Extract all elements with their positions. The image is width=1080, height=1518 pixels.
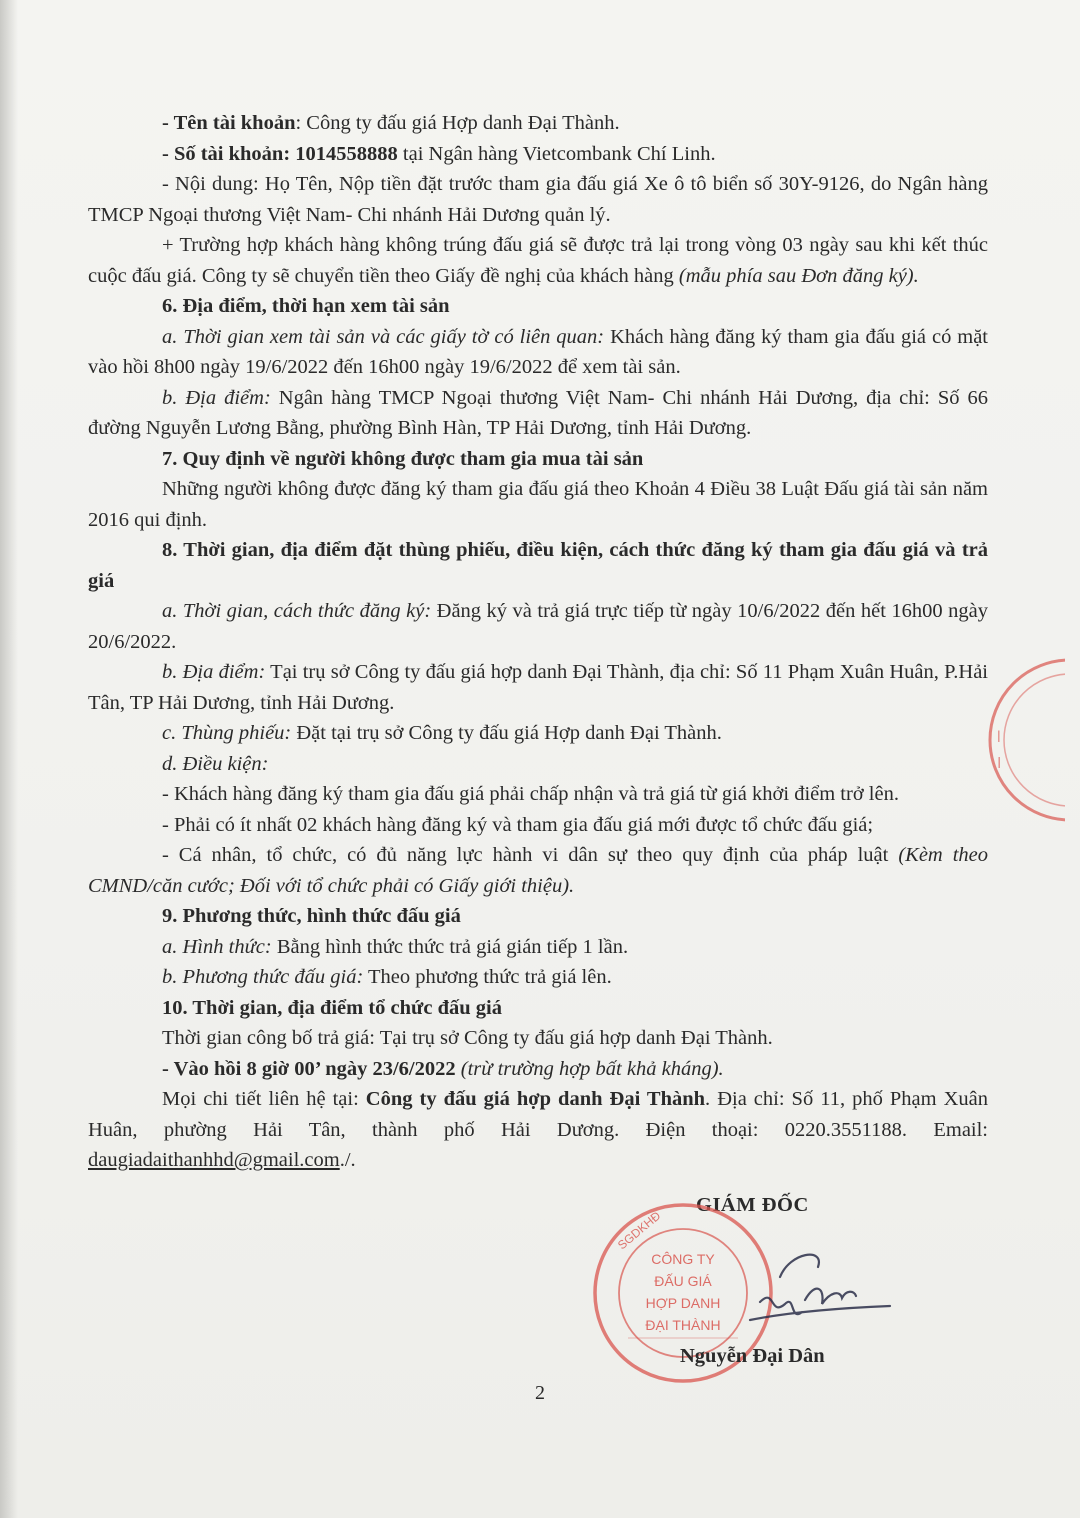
section-9-a-text: Bằng hình thức thức trả giá gián tiếp 1 lần. bbox=[271, 935, 629, 958]
margin-seal-stamp bbox=[975, 650, 1065, 830]
section-8-b-text: Tại trụ sở Công ty đấu giá hợp danh Đại Thành, địa chỉ: Số 11 Phạm Xuân Huân, P.Hải Tân, TP Hải Dương, tỉnh Hải Dương. bbox=[88, 661, 988, 714]
contact-details: . Địa chỉ: Số 11, phố Phạm Xuân Huân, phường Hải Tân, thành phố Hải Dương. Điện thoại: 0220.3551188. Email: bbox=[88, 1088, 988, 1141]
section-6-b-label: b. Địa điểm: bbox=[162, 386, 271, 409]
svg-text:I: I bbox=[997, 755, 1002, 772]
section-8-d3-text: - Cá nhân, tổ chức, có đủ năng lực hành vi dân sự theo quy định của pháp luật bbox=[162, 844, 899, 866]
section-9-b-text: Theo phương thức trả giá lên. bbox=[363, 966, 612, 988]
signature-title: GIÁM ĐỐC bbox=[696, 1194, 809, 1216]
refund-note bbox=[88, 230, 988, 291]
page-number: 2 bbox=[535, 1382, 545, 1404]
section-6-b bbox=[88, 383, 988, 444]
contact-paragraph bbox=[88, 1084, 988, 1176]
svg-text:SGDKHĐ: SGDKHĐ bbox=[614, 1208, 664, 1253]
contact-company: Công ty đấu giá hợp danh Đại Thành bbox=[365, 1088, 706, 1110]
refund-note-text: + Trường hợp khách hàng không trúng đấu giá sẽ được trả lại trong vòng 03 ngày sau khi kết thúc cuộc đấu giá. Công ty sẽ chuyển tiền theo Giấy đề nghị của khách hàng bbox=[88, 234, 988, 287]
section-8-a bbox=[88, 596, 988, 657]
section-7-text: Những người không được đăng ký tham gia đấu giá theo Khoản 4 Điều 38 Luật Đấu giá tài sản năm 2016 qui định. bbox=[88, 478, 988, 531]
section-8-a-label: a. Thời gian, cách thức đăng ký: bbox=[162, 600, 432, 622]
director-name: Nguyễn Đại Dân bbox=[680, 1345, 825, 1367]
section-8-d3 bbox=[88, 840, 988, 901]
account-number-label: - Số tài khoản: 1014558888 bbox=[162, 142, 398, 165]
section-8-a-text: Đăng ký và trả giá trực tiếp từ ngày 10/6/2022 đến hết 16h00 ngày 20/6/2022. bbox=[88, 600, 988, 653]
section-8-d-label: d. Điều kiện: bbox=[162, 752, 269, 775]
payment-content-line: - Nội dung: Họ Tên, Nộp tiền đặt trước tham gia đấu giá Xe ô tô biển số 30Y-9126, do Ngân hàng TMCP Ngoại thương Việt Nam- Chi nhánh Hải Dương quản lý. bbox=[88, 173, 988, 226]
section-8-d2: - Phải có ít nhất 02 khách hàng đăng ký và tham gia đấu giá mới được tổ chức đấu giá; bbox=[162, 813, 874, 836]
svg-text:ĐẠI THÀNH: ĐẠI THÀNH bbox=[645, 1317, 721, 1333]
section-10-time bbox=[88, 1054, 988, 1085]
section-10-time-bold: - Vào hồi 8 giờ 00’ ngày 23/6/2022 bbox=[162, 1057, 456, 1080]
svg-text:ĐẤU GIÁ: ĐẤU GIÁ bbox=[654, 1273, 712, 1289]
section-8-c bbox=[88, 718, 988, 749]
account-number-value: tại Ngân hàng Vietcombank Chí Linh. bbox=[397, 142, 716, 165]
contact-prefix: Mọi chi tiết liên hệ tại: bbox=[162, 1088, 366, 1110]
section-9-b-label: b. Phương thức đấu giá: bbox=[162, 966, 364, 988]
section-8-d1: - Khách hàng đăng ký tham gia đấu giá phải chấp nhận và trả giá từ giá khởi điểm trở lên. bbox=[162, 783, 899, 805]
account-name-value: : Công ty đấu giá Hợp danh Đại Thành. bbox=[295, 112, 620, 134]
section-8-c-text: Đặt tại trụ sở Công ty đấu giá Hợp danh Đại Thành. bbox=[291, 722, 722, 744]
section-7-heading: 7. Quy định về người không được tham gia mua tài sản bbox=[162, 447, 644, 470]
account-number-line bbox=[88, 139, 988, 170]
section-10-heading: 10. Thời gian, địa điểm tổ chức đấu giá bbox=[162, 996, 502, 1019]
section-8-c-label: c. Thùng phiếu: bbox=[162, 722, 292, 744]
section-8-heading: 8. Thời gian, địa điểm đặt thùng phiếu, điều kiện, cách thức đăng ký tham gia đấu giá và trả giá bbox=[88, 539, 988, 592]
section-9-a bbox=[88, 932, 988, 963]
account-name-line bbox=[88, 108, 988, 139]
section-6-a-label: a. Thời gian xem tài sản và các giấy tờ có liên quan: bbox=[162, 325, 605, 348]
refund-note-italic: (mẫu phía sau Đơn đăng ký). bbox=[678, 264, 919, 287]
section-10-text: Thời gian công bố trả giá: Tại trụ sở Công ty đấu giá hợp danh Đại Thành. bbox=[162, 1027, 773, 1049]
contact-end: ./. bbox=[339, 1149, 356, 1171]
contact-email-link[interactable]: daugiadaithanhhd@gmail.com bbox=[88, 1149, 340, 1171]
section-6-a-text: Khách hàng đăng ký tham gia đấu giá có mặt vào hồi 8h00 ngày 19/6/2022 đến 16h00 ngày 19/6/2022 để xem tài sản. bbox=[88, 325, 988, 378]
section-9-b bbox=[88, 962, 988, 993]
section-6-b-text: Ngân hàng TMCP Ngoại thương Việt Nam- Chi nhánh Hải Dương, địa chỉ: Số 66 đường Nguyễn Lương Bằng, phường Bình Hàn, TP Hải Dương, tỉnh Hải Dương. bbox=[88, 386, 988, 439]
section-9-heading: 9. Phương thức, hình thức đấu giá bbox=[162, 905, 461, 927]
svg-text:CÔNG TY: CÔNG TY bbox=[651, 1251, 715, 1267]
svg-text:HỢP DANH: HỢP DANH bbox=[645, 1295, 721, 1311]
section-6-heading: 6. Địa điểm, thời hạn xem tài sản bbox=[162, 295, 450, 317]
section-8-b-label: b. Địa điểm: bbox=[162, 661, 266, 683]
account-name-label: - Tên tài khoản bbox=[162, 112, 296, 134]
document-body bbox=[88, 108, 988, 1176]
section-10-time-italic: (trừ trường hợp bất khả kháng). bbox=[455, 1057, 724, 1080]
section-8-b bbox=[88, 657, 988, 718]
section-8-d3-italic: (Kèm theo CMND/căn cước; Đối với tổ chức phải có Giấy giới thiệu). bbox=[88, 844, 988, 897]
svg-text:l: l bbox=[997, 729, 1001, 746]
section-9-a-label: a. Hình thức: bbox=[162, 935, 272, 958]
section-6-a bbox=[88, 322, 988, 383]
director-signature bbox=[730, 1232, 900, 1342]
page-shadow bbox=[0, 0, 18, 1518]
